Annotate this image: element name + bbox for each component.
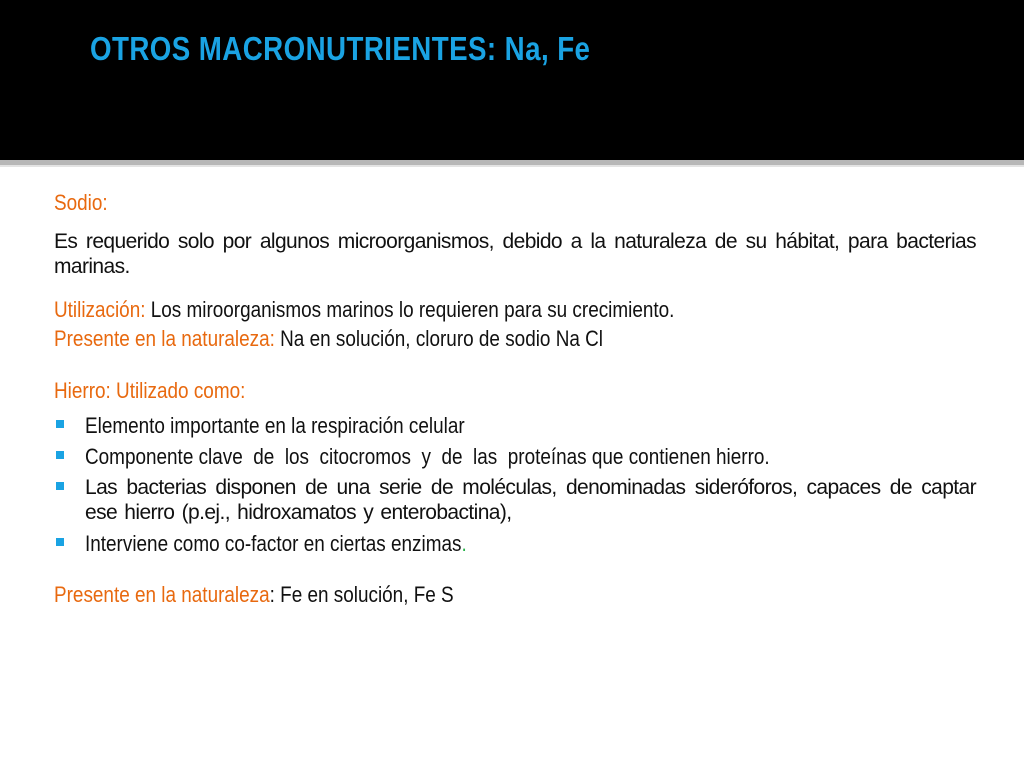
sodio-section-heading xyxy=(54,190,976,215)
list-item xyxy=(54,413,976,438)
sodio-utilizacion-line xyxy=(54,297,674,322)
list-item xyxy=(54,444,976,469)
square-bullet-icon xyxy=(56,451,64,459)
list-item xyxy=(54,475,976,525)
slide-title: OTROS MACRONUTRIENTES: Na, Fe xyxy=(90,30,591,67)
hierro-naturaleza-text: Fe en solución, Fe S xyxy=(274,582,454,607)
sodio-heading: Sodio: xyxy=(54,190,108,215)
sodio-naturaleza-label: Presente en la naturaleza: xyxy=(54,326,275,351)
hierro-bullet-4-line xyxy=(85,531,467,556)
sodio-utilizacion-label: Utilización: xyxy=(54,297,146,322)
hierro-bullet-2: Componente clave de los citocromos y de las proteínas que contienen hierro. xyxy=(85,444,770,469)
hierro-bullet-4: Interviene como co-factor en ciertas enzimas xyxy=(85,531,462,556)
square-bullet-icon xyxy=(56,482,64,490)
hierro-naturaleza-line xyxy=(54,582,454,607)
sodio-utilizacion xyxy=(54,297,976,322)
hierro-naturaleza-label: Presente en la naturaleza xyxy=(54,582,270,607)
hierro-naturaleza-colon: : xyxy=(269,582,275,607)
hierro-bullet-list xyxy=(54,413,976,556)
hierro-naturaleza xyxy=(54,582,976,607)
sodio-description: Es requerido solo por algunos microorganismos, debido a la naturaleza de su hábitat, para bacterias marinas. xyxy=(54,230,976,278)
hierro-bullet-4-period: . xyxy=(461,531,467,556)
hierro-bullet-1: Elemento importante en la respiración celular xyxy=(85,413,465,438)
sodio-naturaleza xyxy=(54,326,976,351)
hierro-heading: Hierro: Utilizado como: xyxy=(54,378,246,403)
sodio-naturaleza-text: Na en solución, cloruro de sodio Na Cl xyxy=(274,326,604,351)
sodio-naturaleza-line xyxy=(54,326,603,351)
title-divider-light xyxy=(0,165,1024,167)
sodio-utilizacion-text: Los miroorganismos marinos lo requieren para su crecimiento. xyxy=(145,297,675,322)
list-item xyxy=(54,531,976,556)
hierro-section-heading xyxy=(54,378,976,403)
title-band xyxy=(0,0,1024,160)
square-bullet-icon xyxy=(56,538,64,546)
square-bullet-icon xyxy=(56,420,64,428)
hierro-bullet-3: Las bacterias disponen de una serie de moléculas, denominadas sideróforos, capaces de captar ese hierro (p.ej., hidroxamatos y enterobactina), xyxy=(85,476,976,524)
slide-body xyxy=(54,190,976,607)
